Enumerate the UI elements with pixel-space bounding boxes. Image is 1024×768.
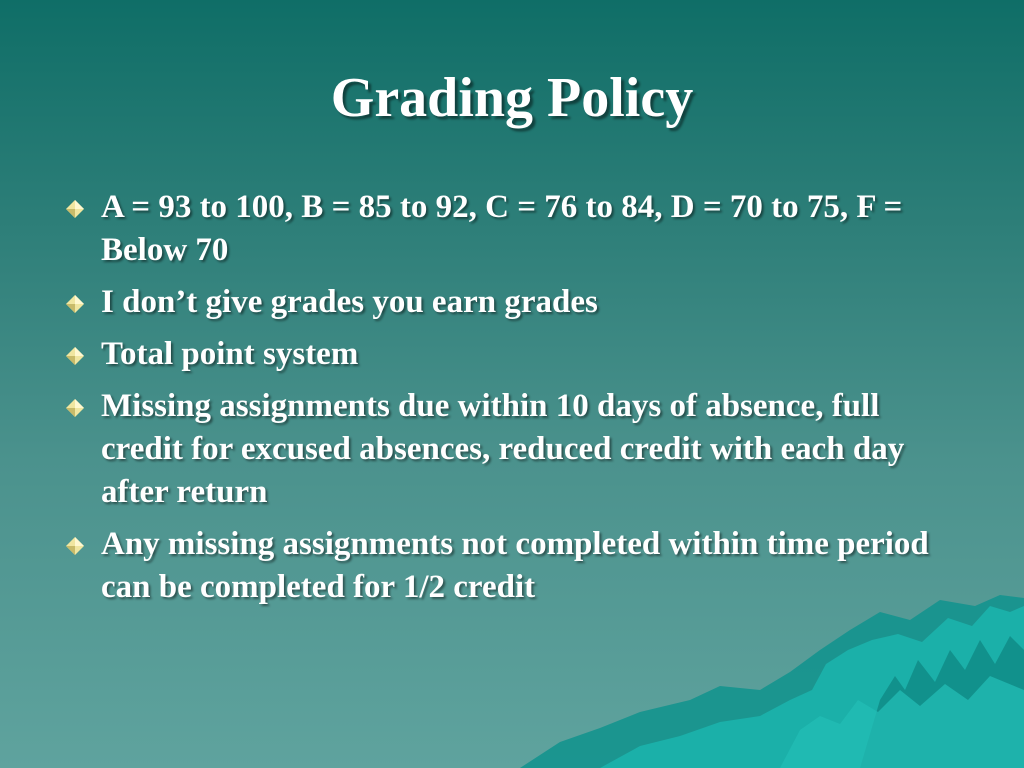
bullet-text: Missing assignments due within 10 days of absence, full credit for excused absences, reduced credit with each day after return [101, 388, 905, 510]
bullet-item-earn-grades [64, 281, 964, 324]
bullet-item-grade-scale [64, 186, 964, 272]
bullet-text: Any missing assignments not completed within time period can be completed for 1/2 credit [101, 526, 929, 605]
bullet-text: I don’t give grades you earn grades [101, 284, 598, 320]
bullet-text: Total point system [101, 336, 359, 372]
diamond-bullet-icon [66, 537, 84, 555]
bullet-text: A = 93 to 100, B = 85 to 92, C = 76 to 84, D = 70 to 75, F = Below 70 [101, 189, 903, 268]
bullet-list [64, 186, 964, 618]
diamond-bullet-icon [66, 200, 84, 218]
bullet-item-missing-assignments [64, 385, 964, 514]
diamond-bullet-icon [66, 399, 84, 417]
bullet-item-half-credit [64, 523, 964, 609]
bullet-item-point-system [64, 333, 964, 376]
diamond-bullet-icon [66, 295, 84, 313]
diamond-bullet-icon [66, 347, 84, 365]
slide-title: Grading Policy [330, 67, 694, 129]
